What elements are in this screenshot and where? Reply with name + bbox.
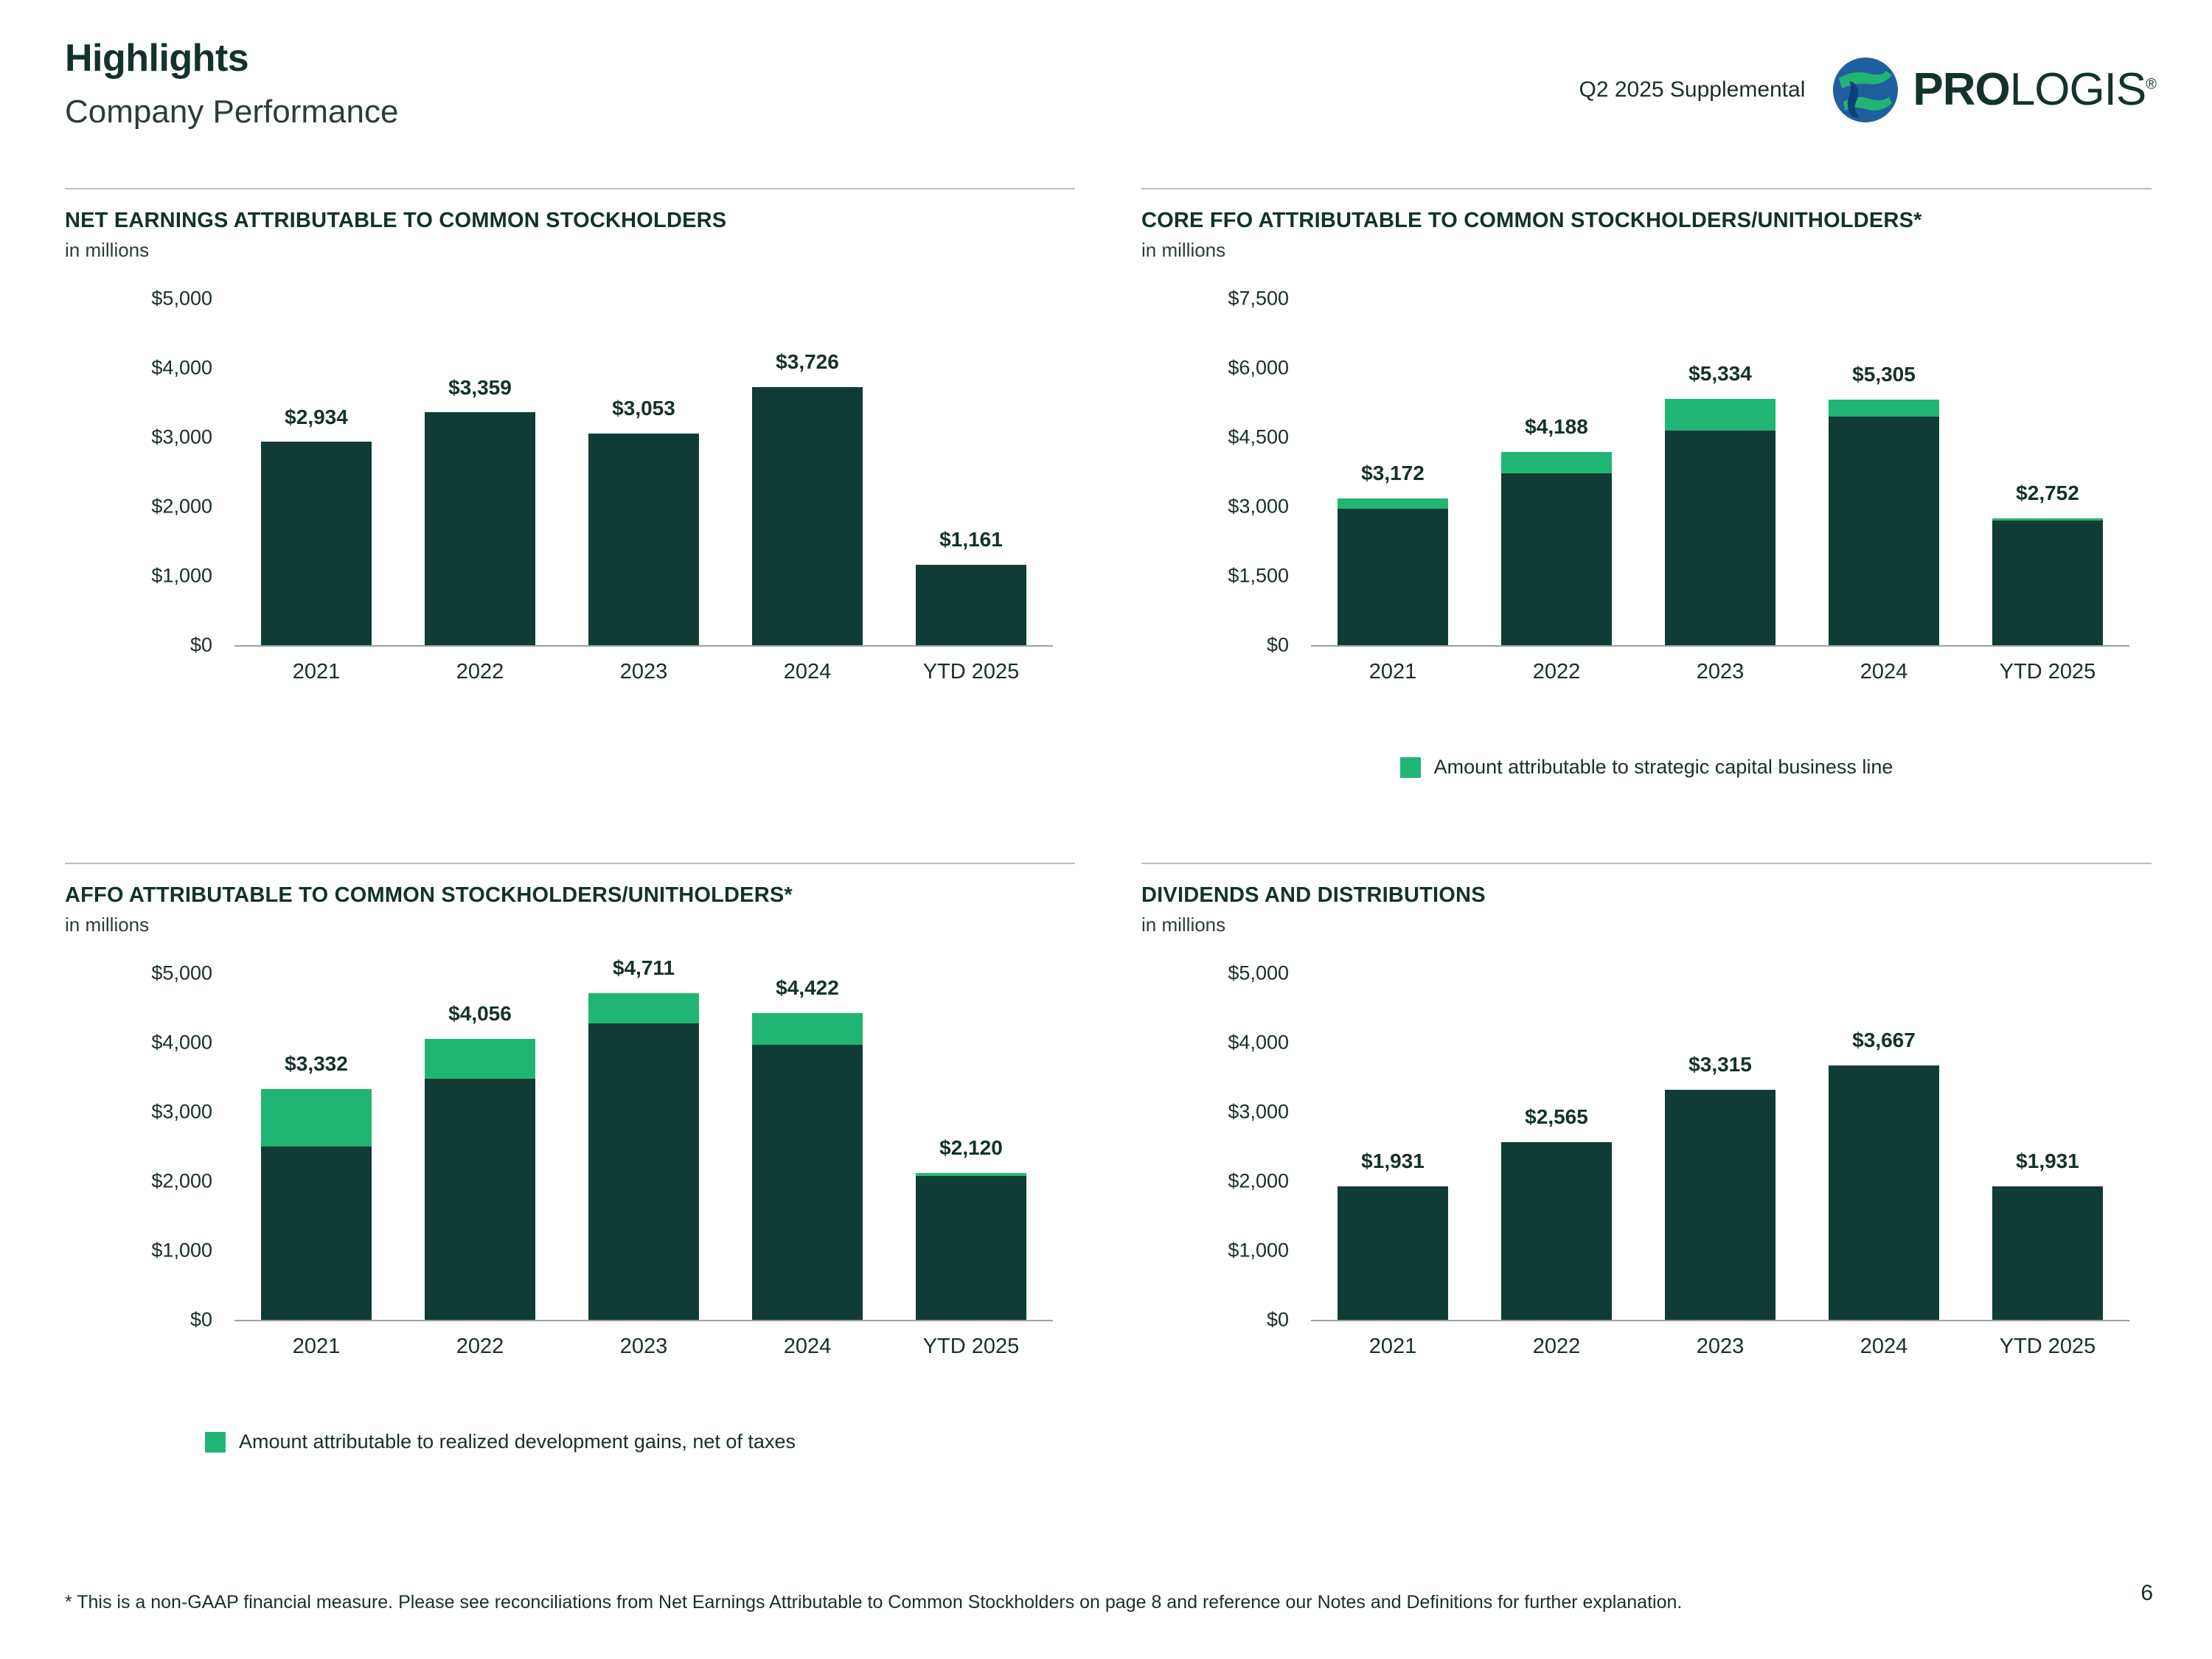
panel-affo bbox=[65, 863, 1075, 1512]
y-axis-labels bbox=[65, 287, 212, 656]
y-tick: $1,000 bbox=[151, 1239, 212, 1262]
x-axis-line bbox=[234, 645, 1053, 647]
bar-value-label: $1,931 bbox=[1361, 1149, 1425, 1172]
bar bbox=[1501, 452, 1612, 646]
x-axis-line bbox=[1311, 1320, 2129, 1321]
bar-segment-total bbox=[588, 434, 699, 645]
bar-segment-base bbox=[1501, 473, 1612, 645]
bar-segment-base bbox=[1829, 417, 1939, 645]
bar bbox=[1665, 1090, 1775, 1320]
bar bbox=[1501, 1142, 1612, 1320]
y-tick: $4,000 bbox=[151, 1031, 212, 1054]
slide-header bbox=[0, 0, 2212, 147]
panel-divider bbox=[1141, 188, 2152, 189]
bar-segment-base bbox=[1338, 509, 1448, 646]
y-tick: $7,500 bbox=[1228, 287, 1289, 310]
page-subtitle: Company Performance bbox=[65, 93, 399, 130]
bar-segment-total bbox=[261, 442, 372, 645]
y-tick: $0 bbox=[189, 633, 212, 656]
bar bbox=[425, 412, 535, 645]
x-tick: YTD 2025 bbox=[922, 660, 1020, 684]
plot-area bbox=[234, 299, 1053, 645]
bar-item bbox=[1501, 299, 1612, 645]
y-axis-labels bbox=[1141, 961, 1289, 1331]
y-axis-labels bbox=[1141, 287, 1289, 656]
chart-net-earnings bbox=[65, 284, 1075, 726]
bar-segment-strategic-capital bbox=[1829, 400, 1939, 417]
x-tick: 2023 bbox=[619, 1335, 668, 1358]
x-axis-line bbox=[234, 1320, 1053, 1321]
plot-area bbox=[1311, 973, 2129, 1320]
bar-value-label: $3,315 bbox=[1688, 1053, 1752, 1077]
bar-segment-total bbox=[1829, 1065, 1939, 1320]
bar-value-label: $4,188 bbox=[1525, 414, 1588, 438]
bar-segment-development-gains bbox=[261, 1089, 372, 1147]
bar bbox=[752, 1013, 863, 1320]
x-tick: 2021 bbox=[1368, 660, 1417, 684]
bar bbox=[1338, 1186, 1448, 1321]
y-tick: $4,000 bbox=[151, 356, 212, 379]
legend-label: Amount attributable to realized development gains, net of taxes bbox=[239, 1430, 796, 1453]
panel-core-ffo bbox=[1141, 188, 2152, 837]
logo-text-light: LOGIS bbox=[2009, 64, 2146, 115]
x-tick: YTD 2025 bbox=[1999, 1335, 2096, 1358]
panel-divider bbox=[1141, 863, 2152, 864]
bar-segment-base bbox=[261, 1147, 372, 1320]
bar-item bbox=[1338, 973, 1448, 1320]
bar-item bbox=[1665, 299, 1775, 645]
bar-value-label: $5,334 bbox=[1688, 361, 1752, 385]
x-axis-labels bbox=[234, 1335, 1053, 1359]
bar-item bbox=[752, 973, 863, 1320]
bar-value-label: $3,359 bbox=[448, 375, 512, 399]
footnote-text: * This is a non-GAAP financial measure. Please see reconciliations from Net Earnings Attributable to Common Stockholders on page 8 and reference our Notes and Definitions for further explanation. bbox=[65, 1592, 1683, 1613]
chart-affo bbox=[65, 956, 1075, 1453]
y-tick: $3,000 bbox=[151, 425, 212, 448]
chart-title-net-earnings: NET EARNINGS ATTRIBUTABLE TO COMMON STOCKHOLDERS bbox=[65, 209, 727, 232]
x-tick: 2022 bbox=[1532, 1335, 1581, 1358]
bar-segment-total bbox=[1665, 1090, 1775, 1320]
bar-segment-base bbox=[425, 1079, 535, 1320]
bar-segment-base bbox=[588, 1023, 699, 1320]
bar-value-label: $1,931 bbox=[2016, 1149, 2079, 1172]
bar-segment-base bbox=[916, 1176, 1026, 1320]
supplemental-label: Q2 2025 Supplemental bbox=[1579, 77, 1806, 102]
bar-item bbox=[425, 299, 535, 645]
x-tick: YTD 2025 bbox=[922, 1335, 1020, 1358]
x-tick: 2024 bbox=[1860, 1335, 1908, 1358]
x-tick: 2023 bbox=[619, 660, 668, 684]
panel-divider bbox=[65, 188, 1075, 189]
bar-value-label: $3,726 bbox=[776, 349, 839, 373]
y-tick: $5,000 bbox=[151, 961, 212, 984]
bar-segment-development-gains bbox=[425, 1039, 535, 1079]
bar-segment-total bbox=[1992, 1186, 2103, 1321]
y-tick: $3,000 bbox=[1228, 1100, 1289, 1123]
bar-group bbox=[1311, 299, 2129, 645]
chart-title-affo: AFFO ATTRIBUTABLE TO COMMON STOCKHOLDERS/UNITHOLDERS* bbox=[65, 883, 793, 907]
bar-segment-base bbox=[1992, 521, 2103, 645]
chart-title-core-ffo: CORE FFO ATTRIBUTABLE TO COMMON STOCKHOLDERS/UNITHOLDERS* bbox=[1141, 209, 1922, 232]
y-tick: $6,000 bbox=[1228, 356, 1289, 379]
chart-dividends bbox=[1141, 959, 2152, 1401]
bar-segment-strategic-capital bbox=[1665, 399, 1775, 431]
bar bbox=[1992, 1186, 2103, 1321]
y-tick: $2,000 bbox=[151, 495, 212, 518]
bar-item bbox=[1338, 299, 1448, 645]
bar bbox=[916, 1173, 1026, 1320]
page-number: 6 bbox=[2140, 1581, 2153, 1605]
bar-segment-total bbox=[752, 387, 863, 645]
bar bbox=[1829, 400, 1939, 645]
bar-segment-strategic-capital bbox=[1501, 452, 1612, 473]
legend-swatch-icon bbox=[1400, 757, 1421, 778]
bar-item bbox=[1501, 973, 1612, 1320]
page-title: Highlights bbox=[65, 37, 249, 80]
y-tick: $5,000 bbox=[1228, 961, 1289, 984]
bar-segment-total bbox=[916, 565, 1026, 645]
bar-item bbox=[588, 956, 699, 1320]
y-tick: $0 bbox=[1266, 633, 1289, 656]
chart-units-dividends: in millions bbox=[1141, 914, 1226, 936]
y-tick: $2,000 bbox=[1228, 1169, 1289, 1192]
x-tick: 2022 bbox=[1532, 660, 1581, 684]
x-axis-line bbox=[1311, 645, 2129, 647]
bar-value-label: $3,667 bbox=[1852, 1029, 1916, 1052]
y-tick: $3,000 bbox=[151, 1100, 212, 1123]
x-tick: 2022 bbox=[456, 660, 504, 684]
bar-value-label: $4,056 bbox=[448, 1001, 512, 1025]
bar-value-label: $2,565 bbox=[1525, 1105, 1588, 1128]
y-tick: $3,000 bbox=[1228, 495, 1289, 518]
logo-text-bold: PRO bbox=[1913, 64, 2010, 115]
y-tick: $0 bbox=[1266, 1308, 1289, 1331]
bar-item bbox=[261, 973, 372, 1320]
y-tick: $4,500 bbox=[1228, 425, 1289, 448]
bar-value-label: $3,172 bbox=[1361, 462, 1425, 485]
bar-item bbox=[261, 299, 372, 645]
bar-item bbox=[588, 299, 699, 645]
bar-item bbox=[1665, 973, 1775, 1320]
prologis-wordmark bbox=[1913, 64, 2156, 115]
bar-value-label: $3,332 bbox=[285, 1051, 348, 1075]
bar-value-label: $2,752 bbox=[2016, 481, 2079, 504]
bar-segment-development-gains bbox=[752, 1013, 863, 1045]
bar-value-label: $4,711 bbox=[612, 956, 675, 980]
bar-segment-total bbox=[1501, 1142, 1612, 1320]
x-tick: 2024 bbox=[783, 660, 832, 684]
x-tick: 2023 bbox=[1696, 1335, 1745, 1358]
bar bbox=[588, 434, 699, 645]
bar-item bbox=[425, 973, 535, 1320]
x-axis-labels bbox=[1311, 660, 2129, 684]
bar bbox=[752, 387, 863, 645]
y-axis-labels bbox=[65, 961, 212, 1331]
header-right-block bbox=[1579, 56, 2156, 124]
bar-value-label: $3,053 bbox=[612, 397, 675, 420]
panel-dividends bbox=[1141, 863, 2152, 1512]
x-axis-labels bbox=[1311, 1335, 2129, 1359]
bar-item bbox=[916, 973, 1026, 1320]
x-tick: 2024 bbox=[783, 1335, 832, 1358]
y-tick: $0 bbox=[189, 1308, 212, 1331]
bar bbox=[425, 1039, 535, 1320]
bar-value-label: $2,934 bbox=[285, 405, 348, 428]
bar-value-label: $1,161 bbox=[939, 527, 1003, 551]
bar bbox=[916, 565, 1026, 645]
y-tick: $4,000 bbox=[1228, 1031, 1289, 1054]
bar bbox=[1665, 399, 1775, 645]
bar bbox=[261, 1089, 372, 1320]
bar-value-label: $2,120 bbox=[939, 1135, 1003, 1159]
y-tick: $2,000 bbox=[151, 1169, 212, 1192]
x-tick: 2021 bbox=[292, 1335, 341, 1358]
bar-item bbox=[752, 299, 863, 645]
x-tick: YTD 2025 bbox=[1999, 660, 2096, 684]
bar-segment-development-gains bbox=[588, 993, 699, 1023]
y-tick: $1,000 bbox=[1228, 1239, 1289, 1262]
legend-swatch-icon bbox=[205, 1432, 226, 1453]
x-axis-labels bbox=[234, 660, 1053, 684]
bar-segment-strategic-capital bbox=[1338, 498, 1448, 508]
x-tick: 2024 bbox=[1860, 660, 1908, 684]
charts-grid bbox=[65, 188, 2159, 1563]
bar-group bbox=[234, 956, 1053, 1320]
plot-area bbox=[234, 956, 1053, 1320]
chart-core-ffo bbox=[1141, 284, 2152, 778]
chart-units-core-ffo: in millions bbox=[1141, 239, 1226, 261]
bar bbox=[1829, 1065, 1939, 1320]
bar-group bbox=[1311, 973, 2129, 1320]
bar-value-label: $5,305 bbox=[1852, 363, 1916, 386]
chart-units-affo: in millions bbox=[65, 914, 150, 936]
bar bbox=[1992, 518, 2103, 646]
bar-item bbox=[1829, 299, 1939, 645]
panel-net-earnings bbox=[65, 188, 1075, 837]
y-tick: $1,000 bbox=[151, 564, 212, 587]
chart-legend-core-ffo bbox=[1141, 756, 2152, 779]
chart-title-dividends: DIVIDENDS AND DISTRIBUTIONS bbox=[1141, 883, 1486, 907]
bar-item bbox=[916, 299, 1026, 645]
chart-units-net-earnings: in millions bbox=[65, 239, 150, 261]
x-tick: 2021 bbox=[1368, 1335, 1417, 1358]
x-tick: 2021 bbox=[292, 660, 341, 684]
plot-area bbox=[1311, 299, 2129, 645]
bar-item bbox=[1992, 973, 2103, 1320]
bar-group bbox=[234, 299, 1053, 645]
prologis-globe-icon bbox=[1832, 56, 1899, 124]
bar-segment-total bbox=[425, 412, 535, 645]
bar-item bbox=[1829, 973, 1939, 1320]
bar bbox=[1338, 498, 1448, 645]
y-tick: $1,500 bbox=[1228, 564, 1289, 587]
logo-registered-mark: ® bbox=[2146, 76, 2156, 93]
panel-divider bbox=[65, 863, 1075, 864]
x-tick: 2022 bbox=[456, 1335, 504, 1358]
chart-legend-affo bbox=[205, 1430, 796, 1453]
legend-label: Amount attributable to strategic capital business line bbox=[1433, 756, 1893, 778]
bar-segment-total bbox=[1338, 1186, 1448, 1321]
bar-segment-base bbox=[1665, 431, 1775, 645]
bar bbox=[261, 442, 372, 645]
y-tick: $5,000 bbox=[151, 287, 212, 310]
bar-item bbox=[1992, 299, 2103, 645]
prologis-logo bbox=[1832, 56, 2156, 124]
bar bbox=[588, 993, 699, 1320]
bar-value-label: $4,422 bbox=[776, 976, 839, 1000]
x-tick: 2023 bbox=[1696, 660, 1745, 684]
bar-segment-base bbox=[752, 1045, 863, 1320]
